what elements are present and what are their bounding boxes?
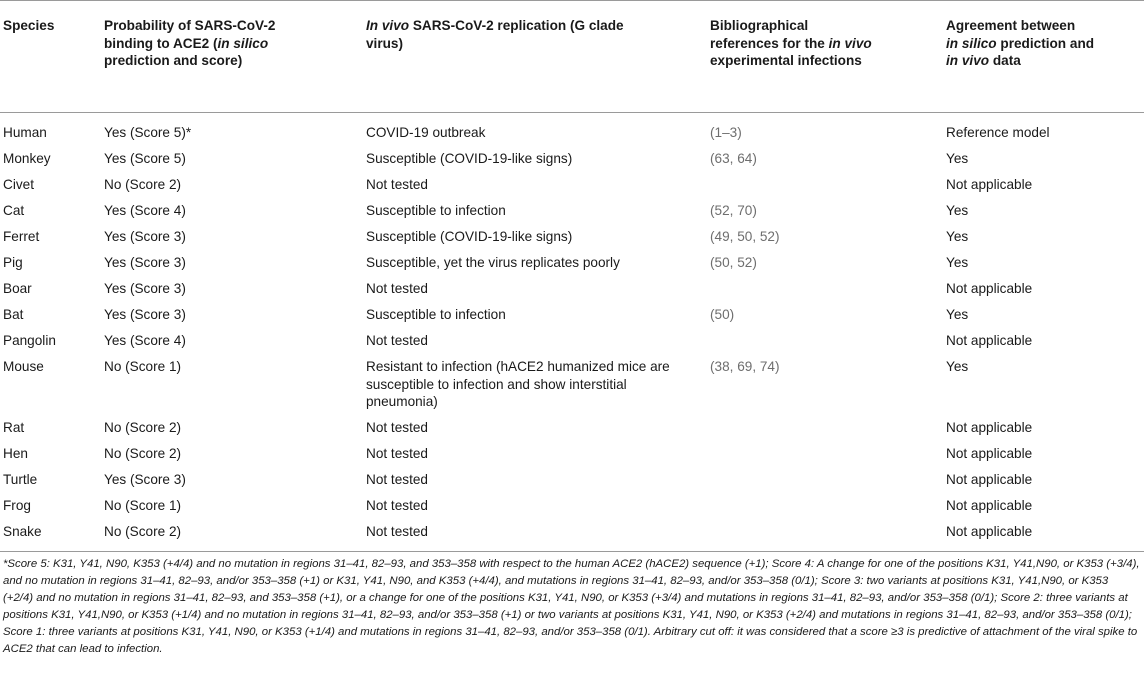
cell-binding: Yes (Score 5) (104, 151, 186, 166)
cell-refs: (50) (710, 307, 735, 322)
cell-refs (706, 518, 942, 551)
cell-species: Ferret (3, 229, 40, 244)
cell-agreement: Yes (946, 359, 969, 374)
cell-agreement: Yes (946, 307, 969, 322)
header-refs-part-d: experimental infections (710, 53, 862, 68)
table-body (0, 113, 1144, 552)
cell-species: Turtle (3, 472, 38, 487)
cell-agreement: Yes (946, 255, 969, 270)
cell-replication: Not tested (366, 472, 428, 487)
cell-species: Pig (3, 255, 23, 270)
cell-refs (706, 492, 942, 518)
table-row (0, 171, 1144, 197)
cell-binding: Yes (Score 3) (104, 281, 186, 296)
cell-refs: (63, 64) (710, 151, 757, 166)
cell-binding: Yes (Score 5)* (104, 125, 192, 140)
header-refs-part-c: in vivo (828, 35, 872, 51)
table-row (0, 249, 1144, 275)
cell-binding: Yes (Score 3) (104, 229, 186, 244)
cell-binding: No (Score 2) (104, 420, 182, 435)
header-binding-part-d: prediction and score) (104, 53, 243, 68)
cell-agreement: Not applicable (946, 446, 1033, 461)
cell-replication: Not tested (366, 333, 428, 348)
header-agreement (942, 1, 1144, 113)
table-row (0, 466, 1144, 492)
cell-agreement: Not applicable (946, 333, 1033, 348)
cell-binding: No (Score 1) (104, 359, 182, 374)
header-binding-part-a: Probability of SARS-CoV-2 (104, 18, 276, 33)
cell-species: Monkey (3, 151, 51, 166)
cell-binding: Yes (Score 3) (104, 307, 186, 322)
header-binding-part-b: binding to ACE2 ( (104, 35, 218, 51)
cell-species: Boar (3, 281, 32, 296)
table-row (0, 492, 1144, 518)
cell-refs: (52, 70) (710, 203, 757, 218)
cell-binding: No (Score 1) (104, 498, 182, 513)
cell-species: Pangolin (3, 333, 56, 348)
table-footnote: *Score 5: K31, Y41, N90, K353 (+4/4) and no mutation in regions 31–41, 82–93, and 353–358 with respect to the human ACE2 (hACE2) sequence (+1); Score 4: A change for one of the positions K31, Y41,N90, or K353 (+3/4), and no mutation in regions 31–41, 82–93, and/or 353–358 (+1) or K31, Y41, N90, and K353 (+4/4), and mutations in regions 31–41, 82–93, and/or 353–358 (0/1); Score 3: two variants at positions K31, Y41,N90, or K353 (+2/4) and no mutation in regions 31–41, 82–93, and 353–358 (+1), or a change for one of the positions K31, Y41, N90, or K353 (+3/4) and mutations in regions 31–41, 82–93, and/or 353–358 (0/1); Score 2: three variants at positions K31, Y41,N90, or K353 (+1/4) and no mutation in regions 31–41, 82–93, and/or 353–358 (+1) or two variants at positions K31, Y41, N90, or K353 (+2/4) and mutations in regions 31–41, 82–93, and/or 353–358 (0/1); Score 1: three variants at positions K31, Y41, N90, or K353 (+1/4) and mutations in regions 31–41, 82–93, and/or 353–358 (0/1). Arbitrary cut off: it was considered that a score ≥3 is predictive of attachment of the viral spike to ACE2 that can lead to infection. (3, 558, 1140, 655)
cell-refs (706, 466, 942, 492)
table-row (0, 518, 1144, 551)
cell-replication: Not tested (366, 177, 428, 192)
cell-agreement: Not applicable (946, 177, 1033, 192)
header-replication-part-a: In vivo (366, 18, 410, 33)
cell-agreement: Not applicable (942, 518, 1144, 551)
table-row (0, 113, 1144, 146)
cell-agreement: Not applicable (946, 420, 1033, 435)
header-refs-part-b: references for the (710, 35, 829, 51)
cell-species: Hen (3, 446, 28, 461)
cell-species: Rat (3, 420, 25, 435)
cell-refs: (50, 52) (710, 255, 757, 270)
header-agreement-part-c: prediction and (996, 35, 1095, 51)
cell-species: Civet (3, 177, 34, 192)
cell-binding: No (Score 2) (100, 518, 362, 551)
table-row (0, 301, 1144, 327)
cell-binding: No (Score 2) (104, 177, 182, 192)
cell-replication: Susceptible to infection (366, 203, 506, 218)
cell-species: Frog (3, 498, 31, 513)
header-agreement-part-b: in silico (946, 35, 997, 51)
table-row (0, 275, 1144, 301)
cell-binding: Yes (Score 4) (104, 333, 186, 348)
cell-species: Cat (3, 203, 25, 218)
cell-refs: (38, 69, 74) (710, 359, 780, 374)
cell-replication: Not tested (366, 498, 428, 513)
cell-binding: No (Score 2) (104, 446, 182, 461)
cell-refs: (49, 50, 52) (710, 229, 780, 244)
table-row (0, 145, 1144, 171)
cell-species: Mouse (3, 359, 44, 374)
header-row (0, 1, 1144, 113)
cell-agreement: Yes (946, 151, 969, 166)
header-agreement-part-d: in vivo (946, 53, 990, 68)
cell-species: Snake (0, 518, 100, 551)
cell-refs: (1–3) (710, 125, 742, 140)
header-replication-part-b: SARS-CoV-2 replication (G clade (409, 18, 624, 33)
cell-refs (706, 414, 942, 440)
cell-agreement: Yes (946, 203, 969, 218)
header-species-label: Species (3, 18, 55, 33)
cell-binding: Yes (Score 4) (104, 203, 186, 218)
cell-replication: Resistant to infection (hACE2 humanized mice are susceptible to infection and show interstitial pneumonia) (366, 359, 670, 409)
cell-refs (706, 327, 942, 353)
cell-replication: Susceptible, yet the virus replicates poorly (366, 255, 620, 270)
header-refs-part-a: Bibliographical (710, 18, 809, 33)
cell-replication: Not tested (366, 420, 428, 435)
cell-species: Bat (3, 307, 24, 322)
cell-replication: Not tested (362, 518, 706, 551)
cell-species: Human (3, 125, 47, 140)
cell-refs (706, 275, 942, 301)
table-header (0, 1, 1144, 113)
table-row (0, 414, 1144, 440)
cell-binding: Yes (Score 3) (104, 472, 186, 487)
cell-refs (706, 440, 942, 466)
cell-replication: Susceptible (COVID-19-like signs) (366, 229, 573, 244)
cell-replication: Not tested (366, 446, 428, 461)
header-binding-part-c: in silico (217, 35, 269, 51)
cell-replication: Not tested (366, 281, 428, 296)
cell-binding: Yes (Score 3) (104, 255, 186, 270)
table-row (0, 327, 1144, 353)
cell-agreement: Reference model (946, 125, 1050, 140)
header-agreement-part-a: Agreement between (946, 18, 1076, 33)
table-row (0, 223, 1144, 249)
cell-agreement: Not applicable (946, 498, 1033, 513)
header-binding (100, 1, 362, 113)
header-species (0, 1, 100, 113)
table-row (0, 197, 1144, 223)
cell-agreement: Yes (946, 229, 969, 244)
cell-agreement: Not applicable (946, 281, 1033, 296)
header-replication-part-c: virus) (366, 35, 404, 51)
table-row (0, 440, 1144, 466)
cell-replication: COVID-19 outbreak (366, 125, 486, 140)
cell-replication: Susceptible (COVID-19-like signs) (366, 151, 573, 166)
header-agreement-part-e: data (989, 53, 1021, 68)
cell-agreement: Not applicable (946, 472, 1033, 487)
header-refs (706, 1, 942, 113)
table-row (0, 353, 1144, 414)
cell-refs (706, 171, 942, 197)
cell-replication: Susceptible to infection (366, 307, 506, 322)
header-replication (362, 1, 706, 113)
